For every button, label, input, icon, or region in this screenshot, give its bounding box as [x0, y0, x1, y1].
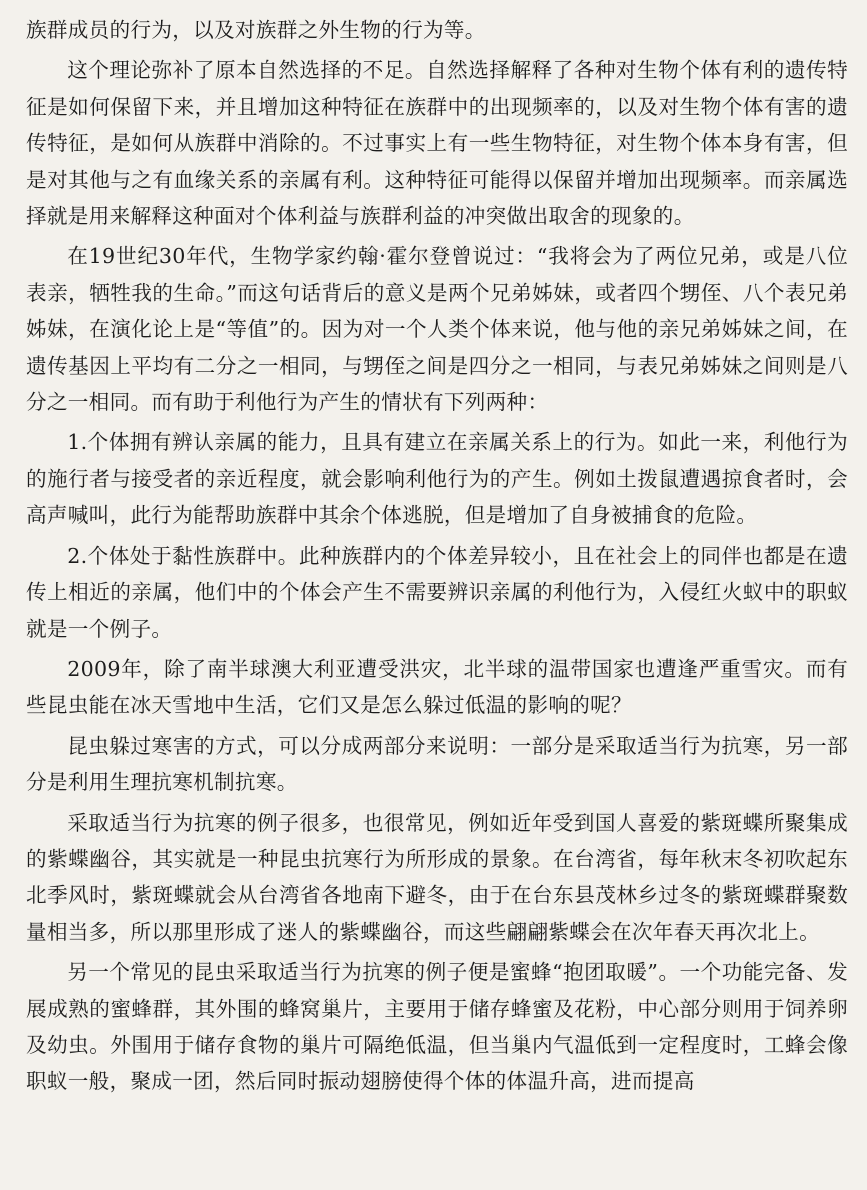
paragraph-condition-1: 1.个体拥有辨认亲属的能力，且具有建立在亲属关系上的行为。如此一来，利他行为的施行者与接受者的亲近程度，就会影响利他行为的产生。例如土拨鼠遭遇掠食者时，会高声喊叫，此行为能帮助族群中其余个体逃脱，但是增加了自身被捕食的危险。	[26, 430, 848, 528]
paragraph-honeybee-cluster: 另一个常见的昆虫采取适当行为抗寒的例子便是蜜蜂“抱团取暖”。一个功能完备、发展成熟的蜜蜂群，其外围的蜂窝巢片，主要用于储存蜂蜜及花粉，中心部分则用于饲养卵及幼虫。外围用于储存食物的巢片可隔绝低温，但当巢内气温低到一定程度时，工蜂会像职蚁一般，聚成一团，然后同时振动翅膀使得个体的体温升高，进而提高	[26, 960, 848, 1094]
body-text	[26, 12, 848, 1104]
paragraph-two-methods: 昆虫躲过寒害的方式，可以分成两部分来说明：一部分是采取适当行为抗寒，另一部分是利用生理抗寒机制抗寒。	[26, 733, 848, 795]
paragraph-kin-selection-theory: 这个理论弥补了原本自然选择的不足。自然选择解释了各种对生物个体有利的遗传特征是如何保留下来，并且增加这种特征在族群中的出现频率的，以及对生物个体有害的遗传特征，是如何从族群中消除的。不过事实上有一些生物特征，对生物个体本身有害，但是对其他与之有血缘关系的亲属有利。这种特征可能得以保留并增加出现频率。而亲属选择就是用来解释这种面对个体利益与族群利益的冲突做出取舍的现象的。	[26, 58, 848, 229]
paragraph-continued: 族群成员的行为，以及对族群之外生物的行为等。	[26, 18, 486, 42]
paragraph-2009-snow: 2009年，除了南半球澳大利亚遭受洪灾，北半球的温带国家也遭逢严重雪灾。而有些昆虫能在冰天雪地中生活，它们又是怎么躲过低温的影响的呢？	[26, 656, 848, 718]
paragraph-condition-2: 2.个体处于黏性族群中。此种族群内的个体差异较小，且在社会上的同伴也都是在遗传上相近的亲属，他们中的个体会产生不需要辨识亲属的利他行为，入侵红火蚁中的职蚁就是一个例子。	[26, 543, 848, 641]
paragraph-haldane-quote: 在19世纪30年代，生物学家约翰·霍尔登曾说过：“我将会为了两位兄弟，或是八位表亲，牺牲我的生命。”而这句话背后的意义是两个兄弟姊妹，或者四个甥侄、八个表兄弟姊妹，在演化论上是“等值”的。因为对一个人类个体来说，他与他的亲兄弟姊妹之间，在遗传基因上平均有二分之一相同，与甥侄之间是四分之一相同，与表兄弟姊妹之间则是八分之一相同。而有助于利他行为产生的情状有下列两种：	[26, 244, 848, 415]
paragraph-purple-butterfly: 采取适当行为抗寒的例子很多，也很常见，例如近年受到国人喜爱的紫斑蝶所聚集成的紫蝶幽谷，其实就是一种昆虫抗寒行为所形成的景象。在台湾省，每年秋末冬初吹起东北季风时，紫斑蝶就会从台湾省各地南下避冬，由于在台东县茂林乡过冬的紫斑蝶群聚数量相当多，所以那里形成了迷人的紫蝶幽谷，而这些翩翩紫蝶会在次年春天再次北上。	[26, 810, 848, 944]
